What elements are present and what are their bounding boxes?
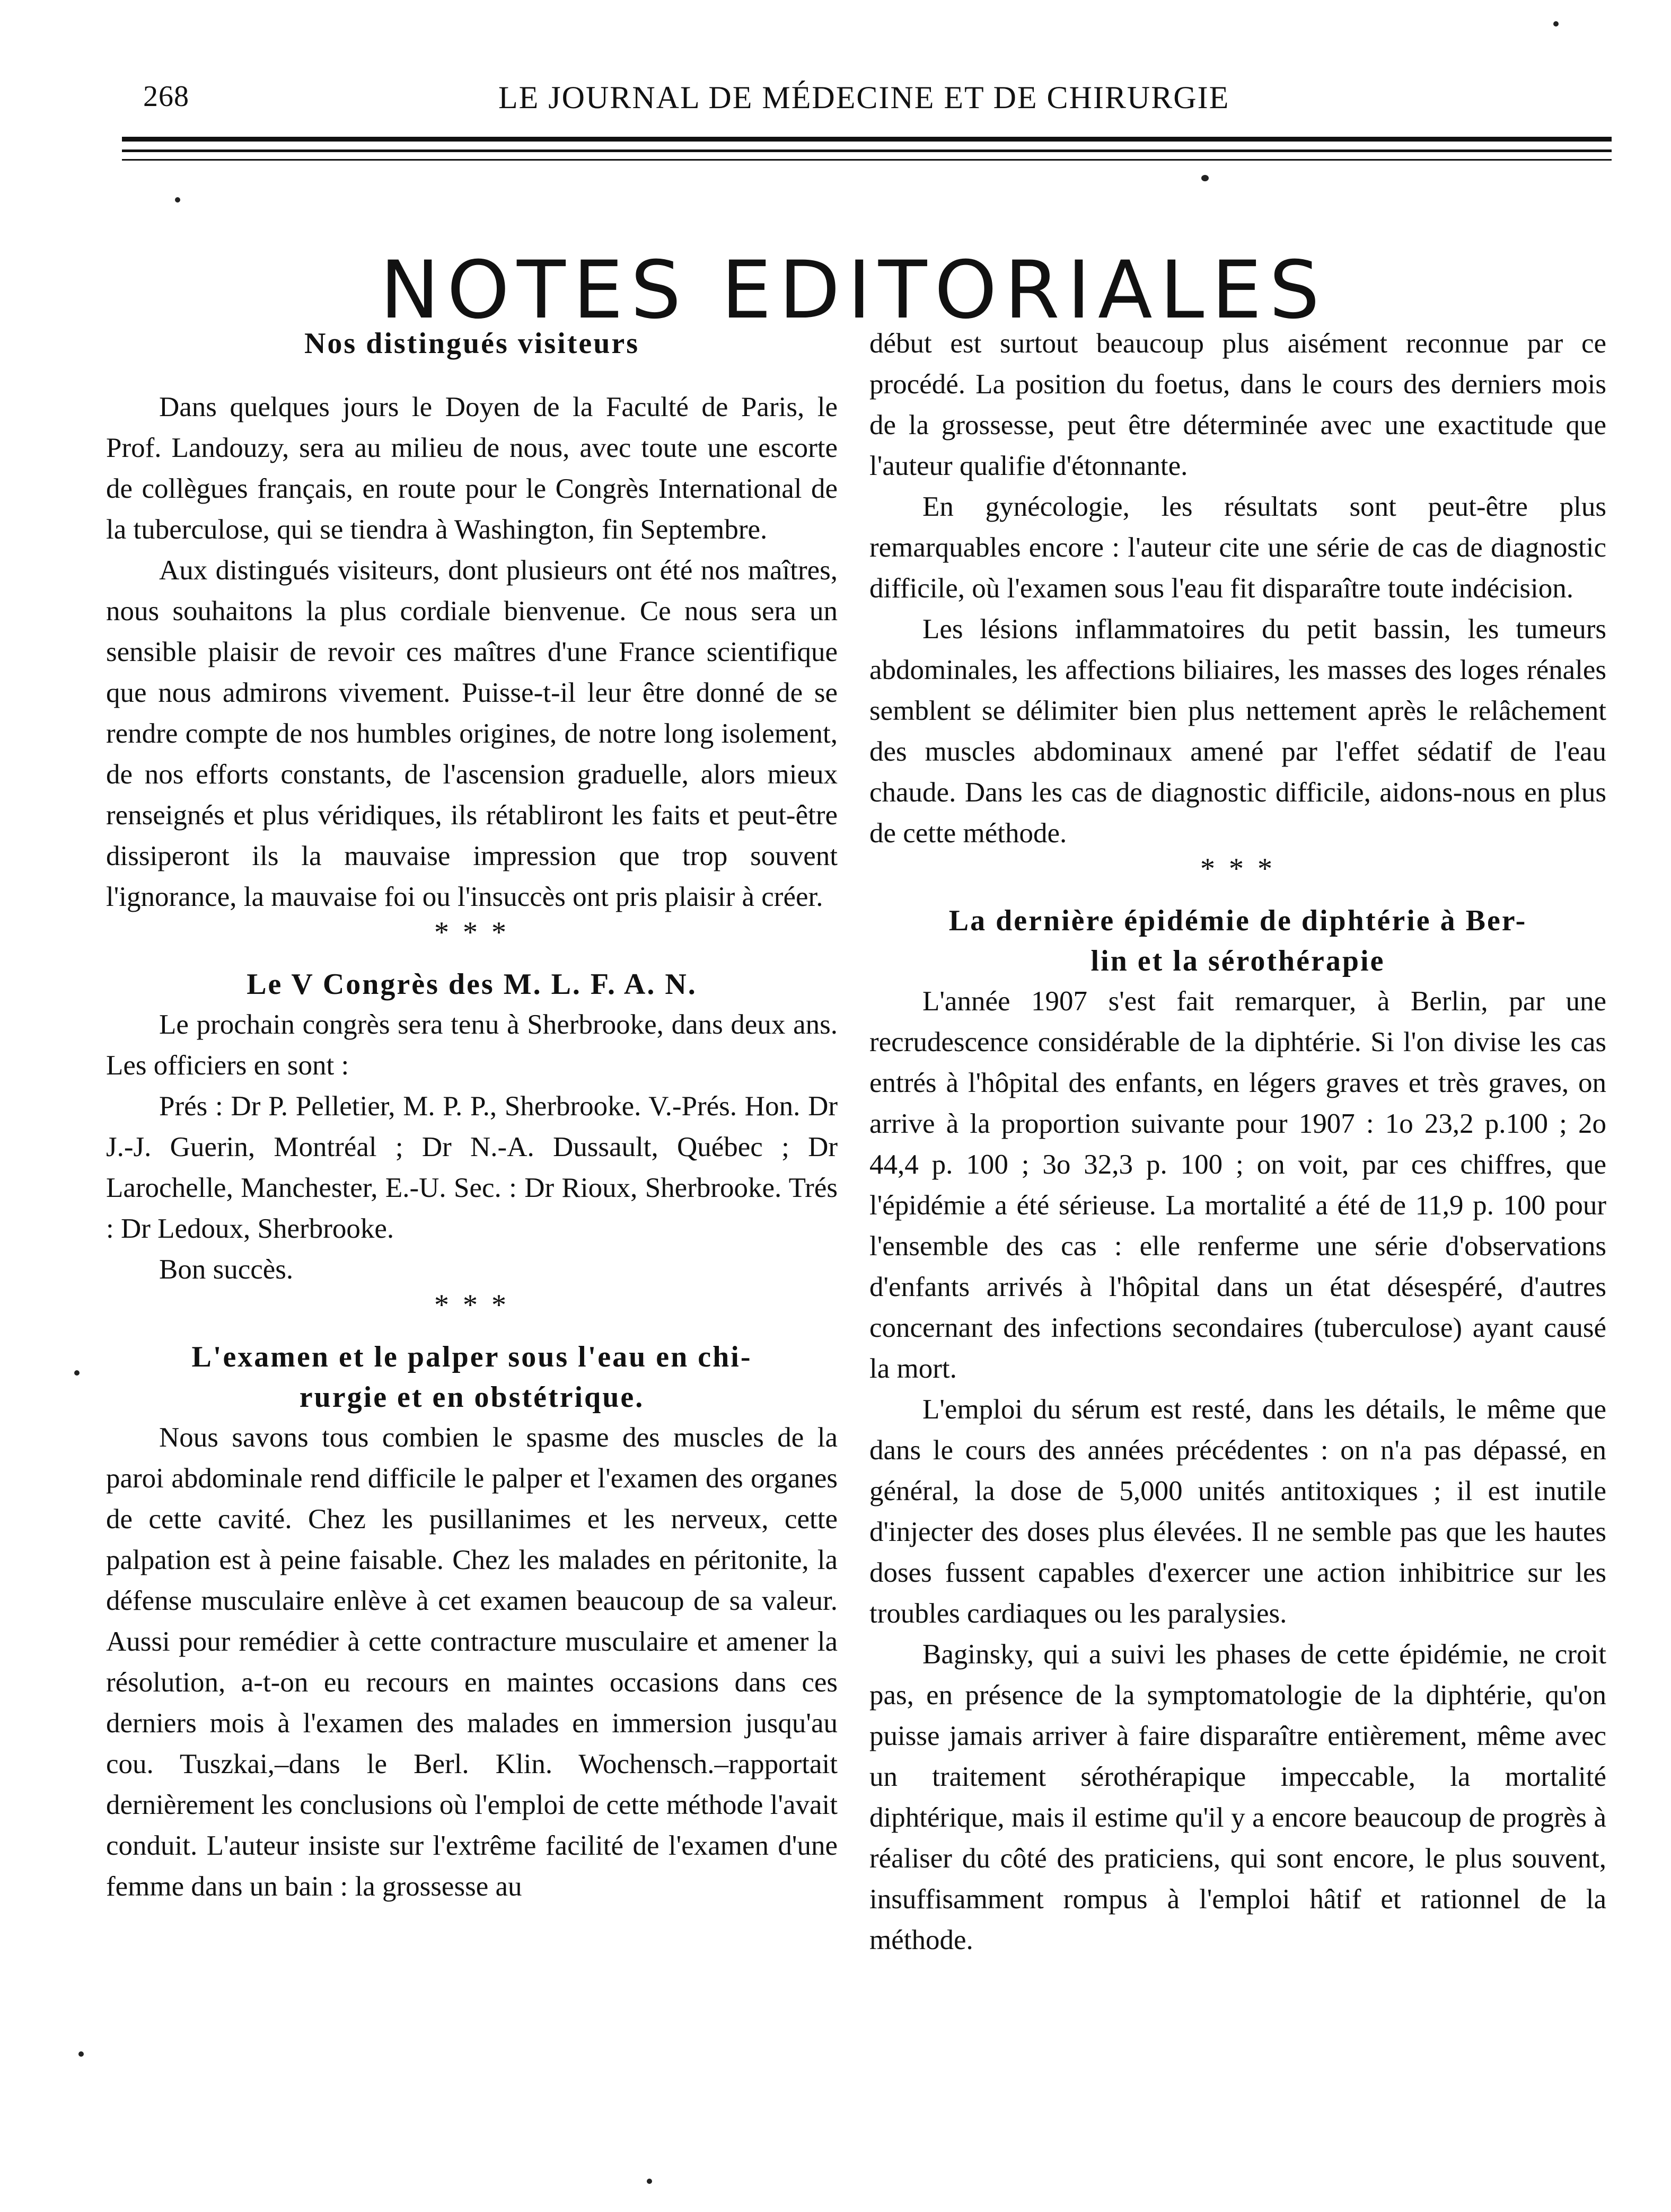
section-heading-diphtheria-line1: La dernière épidémie de diphtérie à Ber- (948, 904, 1527, 937)
section-heading-diphtheria-line2: lin et la sérothérapie (1090, 945, 1385, 977)
page-title: NOTES EDITORIALES (380, 244, 1327, 337)
header-rule-thick (122, 137, 1612, 142)
right-column (869, 323, 1606, 1961)
section-heading-visitors: Nos distingués visiteurs (304, 327, 640, 360)
paragraph: Nous savons tous combien le spasme des muscles de la paroi abdominale rend difficile le palper et l'examen des organes de cette cavité. Chez les pusillanimes et les nerveux, cette palpation est à peine faisable. Chez les malades en péritonite, la défense musculaire enlève à cet examen beaucoup de sa valeur. Aussi pour remédier à cette contracture musculaire et amener la résolution, a-t-on eu recours en maintes occasions dans ces derniers mois à l'examen des malades en immersion jusqu'au cou. Tuszkai,–dans le Berl. Klin. Wochensch.–rapportait dernièrement les conclusions où l'emploi de cette méthode l'avait conduit. L'auteur insiste sur l'extrême facilité de l'examen d'une femme dans un bain : la grossesse au (106, 1422, 838, 1902)
paragraph: En gynécologie, les résultats sont peut-être plus remarquables encore : l'auteur cite une série de cas de diagnostic difficile, où l'examen sous l'eau fit disparaître toute indécision. (869, 491, 1606, 604)
paragraph: L'année 1907 s'est fait remarquer, à Berlin, par une recrudescence considérable de la diphtérie. Si l'on divise les cas entrés à l'hôpital des enfants, en légers graves et très graves, on arrive à la proportion suivante pour 1907 : 1o 23,2 p.100 ; 2o 44,4 p. 100 ; 3o 32,3 p. 100 ; on voit, par ces chiffres, que l'épidémie a été sérieuse. La mortalité a été de 11,9 p. 100 pour l'ensemble des cas : elle renferme une série d'observations d'enfants arrivés à l'hôpital dans un état désespéré, d'autres concernant des infections secondaires (tuberculose) ayant causé la mort. (869, 986, 1606, 1384)
paragraph: Aux distingués visiteurs, dont plusieurs ont été nos maîtres, nous souhaitons la plus cordiale bienvenue. Ce nous sera un sensible plaisir de revoir ces maîtres d'une France scientifique que nous admirons vivement. Puisse-t-il leur être donné de se rendre compte de nos humbles origines, de notre long isolement, de nos efforts constants, de l'ascension graduelle, alors mieux renseignés et plus véridiques, ils rétabliront les faits et peut-être dissiperont ils la mauvaise impression que trop souvent l'ignorance, la mauvaise foi ou l'insuccès ont pris plaisir à créer. (106, 555, 838, 912)
paragraph: Les lésions inflammatoires du petit bassin, les tumeurs abdominales, les affections biliaires, les masses des loges rénales semblent se délimiter bien plus nettement après le relâchement des muscles abdominaux amené par l'effet sédatif de l'eau chaude. Dans les cas de diagnostic difficile, aidons-nous en plus de cette méthode. (869, 614, 1606, 849)
section-separator (869, 854, 1606, 901)
section-heading-examen-line1: L'examen et le palper sous l'eau en chi- (191, 1341, 752, 1373)
paragraph: L'emploi du sérum est resté, dans les détails, le même que dans le cours des années précédentes : on n'a pas dépassé, en général, la dose de 5,000 unités antitoxiques ; il est inutile d'injecter des doses plus élevées. Il ne semble pas que les hautes doses fussent capables d'exercer une action inhibitrice sur les troubles cardiaques ou les paralysies. (869, 1394, 1606, 1629)
separator-stars: * * * (434, 916, 509, 949)
journal-title: LE JOURNAL DE MÉDECINE ET DE CHIRURGIE (498, 80, 1230, 115)
scan-speck (78, 2051, 84, 2057)
separator-stars: * * * (434, 1289, 509, 1321)
left-column (106, 323, 838, 1907)
paragraph: Baginsky, qui a suivi les phases de cette épidémie, ne croit pas, en présence de la symptomatologie de la diphtérie, qu'on puisse jamais arriver à faire disparaître entièrement, même avec un traitement sérothérapique impeccable, la mortalité diphtérique, mais il estime qu'il y a encore beaucoup de progrès à réaliser du côté des praticiens, qui sont encore, le plus souvent, insuffisamment rompus à l'emploi hâtif et rationnel de la méthode. (869, 1639, 1606, 1955)
scan-speck (175, 197, 180, 202)
scan-speck (1553, 21, 1559, 27)
paragraph: Bon succès. (159, 1254, 294, 1285)
paragraph: Prés : Dr P. Pelletier, M. P. P., Sherbrooke. V.-Prés. Hon. Dr J.-J. Guerin, Montréal ; Dr N.-A. Dussault, Québec ; Dr Larochelle, Manchester, E.-U. Sec. : Dr Rioux, Sherbrooke. Trés : Dr Ledoux, Sherbrooke. (106, 1091, 838, 1244)
section-separator (106, 918, 838, 964)
scan-speck (1201, 175, 1209, 181)
page-number: 268 (143, 80, 189, 113)
scan-speck (74, 1370, 80, 1376)
paragraph: Dans quelques jours le Doyen de la Faculté de Paris, le Prof. Landouzy, sera au milieu de nous, avec toute une escorte de collègues français, en route pour le Congrès International de la tuberculose, qui se tiendra à Washington, fin Septembre. (106, 392, 838, 545)
section-separator (106, 1290, 838, 1337)
section-heading-congress: Le V Congrès des M. L. F. A. N. (247, 968, 697, 1001)
section-heading-examen-line2: rurgie et en obstétrique. (299, 1381, 645, 1414)
running-header (143, 80, 1500, 127)
header-rule-thin (122, 159, 1612, 161)
scan-speck (647, 2179, 652, 2184)
paragraph-continued: début est surtout beaucoup plus aisément reconnue par ce procédé. La position du foetus, dans le cours des derniers mois de la grossesse, peut être déterminée avec une exactitude que l'auteur qualifie d'étonnante. (869, 328, 1606, 481)
paragraph: Le prochain congrès sera tenu à Sherbrooke, dans deux ans. Les officiers en sont : (106, 1009, 838, 1081)
header-rule-middle (122, 149, 1612, 152)
separator-stars: * * * (1200, 852, 1276, 885)
